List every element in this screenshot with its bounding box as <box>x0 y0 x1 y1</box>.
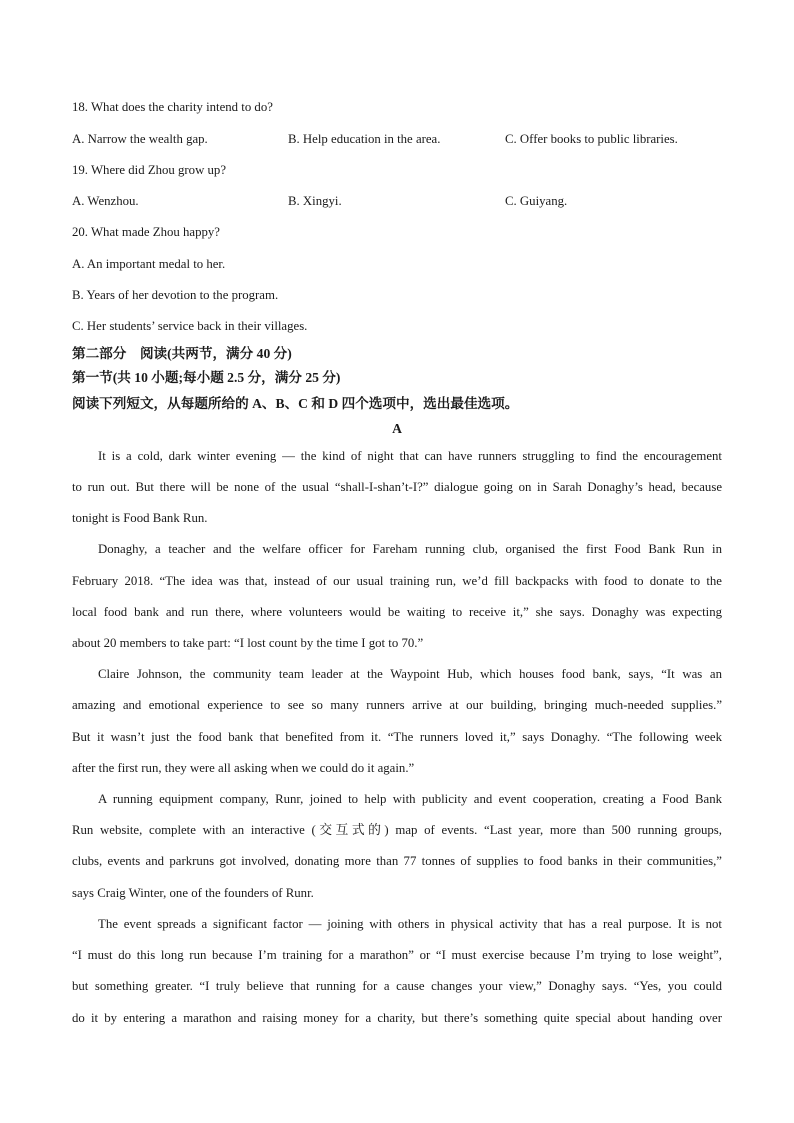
paragraph-2-line: February 2018. “The idea was that, instead of our usual training run, we’d fill backpacks with food to donate to the <box>72 574 722 588</box>
paragraph-4-line: clubs, events and parkruns got involved, donating more than 77 tonnes of supplies to food banks in their communities,” <box>72 854 722 868</box>
question-19-stem: 19. Where did Zhou grow up? <box>72 163 226 177</box>
question-19-option-b: B. Xingyi. <box>288 194 342 208</box>
question-20-option-a: A. An important medal to her. <box>72 257 226 271</box>
section-instruction: 阅读下列短文，从每题所给的 A、B、C 和 D 四个选项中，选出最佳选项。 <box>72 396 519 411</box>
question-19-option-c: C. Guiyang. <box>505 194 568 208</box>
question-18-option-b: B. Help education in the area. <box>288 132 441 146</box>
paragraph-5-line: but something greater. “I truly believe that running for a cause changes your view,” Donaghy says. “Yes, you could <box>72 979 722 993</box>
question-20-option-c: C. Her students’ service back in their villages. <box>72 319 308 333</box>
paragraph-5-line: do it by entering a marathon and raising money for a charity, but there’s something quite special about handing over <box>72 1011 722 1025</box>
passage-label: A <box>392 421 402 436</box>
paragraph-3-line: after the first run, they were all asking when we could do it again.” <box>72 761 415 775</box>
part-heading: 第二部分 阅读(共两节，满分 40 分) <box>72 346 292 361</box>
paragraph-1-line: tonight is Food Bank Run. <box>72 511 208 525</box>
paragraph-4-line: Run website, complete with an interactive (交互式的) map of events. “Last year, more than 500 running groups, <box>72 823 722 837</box>
paragraph-2-line: about 20 members to take part: “I lost count by the time I got to 70.” <box>72 636 424 650</box>
paragraph-5-line: “I must do this long run because I’m training for a marathon” or “I must exercise because I’m trying to lose weight”, <box>72 948 722 962</box>
paragraph-2-line: Donaghy, a teacher and the welfare officer for Fareham running club, organised the first Food Bank Run in <box>98 542 722 556</box>
paragraph-4-line: says Craig Winter, one of the founders of Runr. <box>72 886 314 900</box>
paragraph-5-line: The event spreads a significant factor — joining with others in physical activity that has a real purpose. It is not <box>98 917 722 931</box>
paragraph-2-line: local food bank and run there, where volunteers would be waiting to receive it,” she says. Donaghy was expecting <box>72 605 722 619</box>
question-19-option-a: A. Wenzhou. <box>72 194 139 208</box>
paragraph-3-line: Claire Johnson, the community team leader at the Waypoint Hub, which houses food bank, says, “It was an <box>98 667 722 681</box>
question-18-stem: 18. What does the charity intend to do? <box>72 100 273 114</box>
question-18-option-c: C. Offer books to public libraries. <box>505 132 678 146</box>
question-18-option-a: A. Narrow the wealth gap. <box>72 132 208 146</box>
paragraph-1-line: to run out. But there will be none of the usual “shall-I-shan’t-I?” dialogue going on in Sarah Donaghy’s head, because <box>72 480 722 494</box>
subsection-heading: 第一节(共 10 小题;每小题 2.5 分，满分 25 分) <box>72 370 341 385</box>
question-20-option-b: B. Years of her devotion to the program. <box>72 288 279 302</box>
question-20-stem: 20. What made Zhou happy? <box>72 225 220 239</box>
paragraph-3-line: amazing and emotional experience to see so many runners arrive at our building, bringing much-needed supplies.” <box>72 698 722 712</box>
paragraph-3-line: But it wasn’t just the food bank that benefited from it. “The runners loved it,” says Donaghy. “The following week <box>72 730 722 744</box>
paragraph-4-line: A running equipment company, Runr, joined to help with publicity and event cooperation, creating a Food Bank <box>98 792 722 806</box>
paragraph-1-line: It is a cold, dark winter evening — the kind of night that can have runners struggling to find the encouragement <box>98 449 722 463</box>
